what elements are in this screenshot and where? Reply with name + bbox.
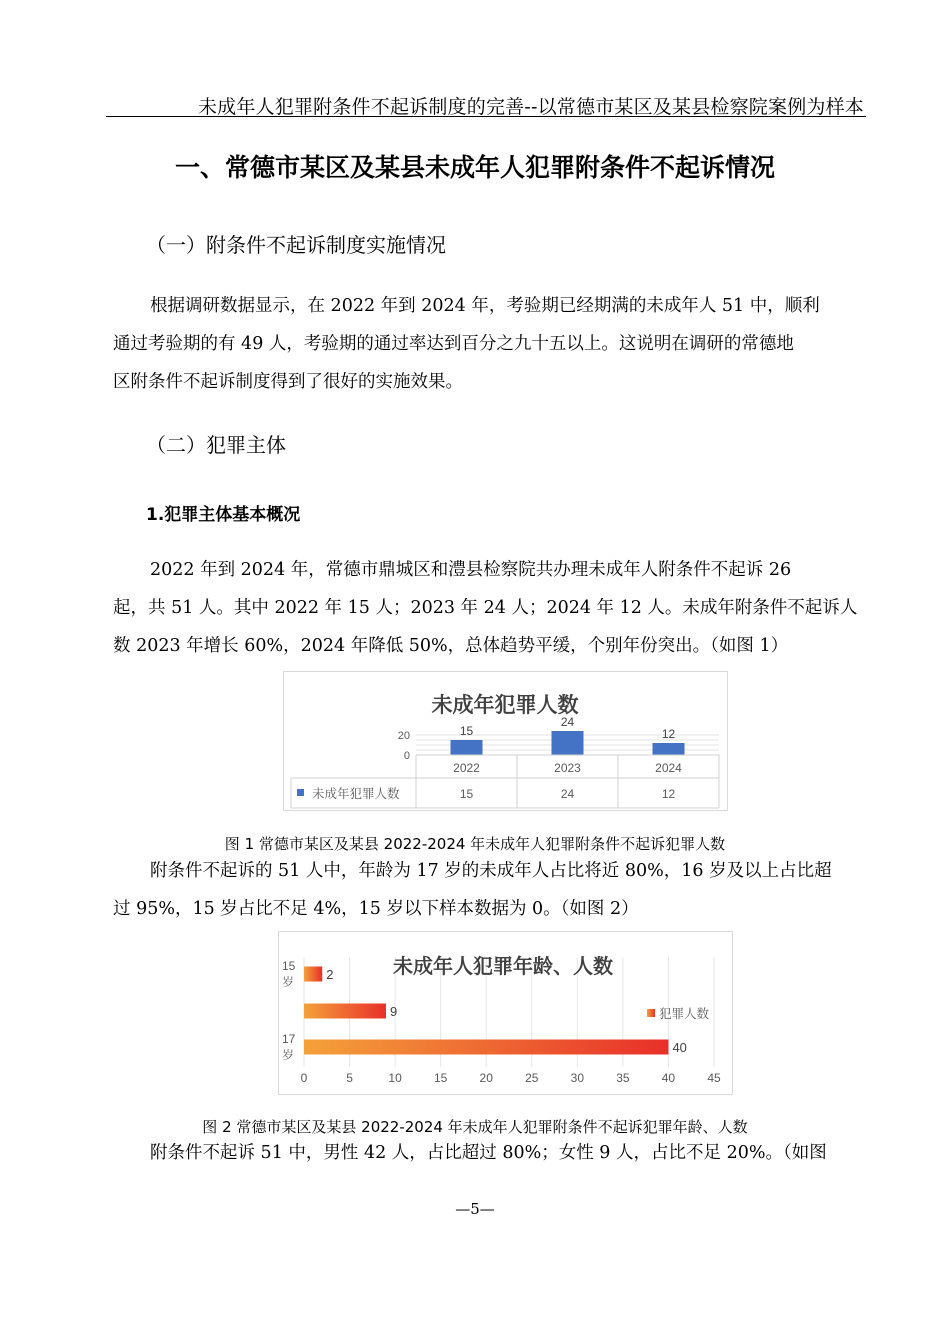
chart-offenders-by-year (283, 671, 728, 811)
data-label: 9 (390, 1004, 398, 1019)
chart-title: 未成年人犯罪年龄、人数 (393, 956, 613, 978)
subsection-title-2: （二）犯罪主体 (146, 433, 286, 457)
figure-caption-2: 图 2 常德市某区及某县 2022-2024 年未成年人犯罪附条件不起诉犯罪年龄、人数 (202, 1118, 748, 1136)
y-tick-label: 17 岁 (282, 1032, 296, 1062)
x-tick-label: 2023 (554, 761, 581, 775)
x-tick-label: 15 (433, 1071, 448, 1085)
x-tick-label: 5 (346, 1071, 353, 1085)
bar (552, 731, 584, 755)
bar (653, 743, 685, 755)
running-header: 未成年人犯罪附条件不起诉制度的完善--以常德市某区及某县检察院案例为样本 (197, 96, 864, 118)
table-value: 24 (560, 787, 575, 801)
paragraph-line: 起，共 51 人。其中 2022 年 15 人；2023 年 24 人；2024 年 12 人。未成年附条件不起诉人 (113, 598, 858, 618)
legend-swatch (297, 789, 304, 796)
legend-label: 未成年犯罪人数 (312, 787, 400, 801)
bar (304, 1040, 668, 1055)
paragraph-line: 通过考验期的有 49 人，考验期的通过率达到百分之九十五以上。这说明在调研的常德地 (113, 334, 794, 354)
data-label: 24 (560, 715, 575, 729)
data-label: 2 (326, 967, 334, 982)
bar (451, 740, 483, 755)
table-value: 15 (459, 787, 474, 801)
y-tick-label: 20 (397, 730, 410, 742)
data-label: 15 (459, 724, 474, 738)
x-tick-label: 20 (479, 1071, 493, 1085)
page-number: —5— (455, 1200, 495, 1218)
data-label: 12 (661, 727, 676, 741)
paragraph-implementation (113, 287, 859, 401)
chart-offenders-by-age (278, 931, 733, 1095)
paragraph-gender (113, 1134, 859, 1172)
item-title: 1.犯罪主体基本概况 (146, 505, 301, 525)
paragraph-line: 过 95%，15 岁占比不足 4%，15 岁以下样本数据为 0。（如图 2） (113, 899, 639, 919)
paragraph-line: 根据调研数据显示，在 2022 年到 2024 年，考验期已经期满的未成年人 51 中，顺利 (150, 296, 820, 316)
paragraph-line: 2022 年到 2024 年，常德市鼎城区和澧县检察院共办理未成年人附条件不起诉 26 (150, 560, 792, 580)
chart-title: 未成年犯罪人数 (431, 694, 579, 717)
data-label: 40 (672, 1040, 687, 1055)
x-tick-label: 2022 (453, 761, 480, 775)
y-tick-label: 0 (403, 750, 410, 762)
x-tick-label: 30 (570, 1071, 585, 1085)
x-tick-label: 0 (300, 1071, 308, 1085)
x-tick-label: 40 (661, 1071, 676, 1085)
x-tick-label: 2024 (655, 761, 682, 775)
paragraph-line: 附条件不起诉的 51 人中，年龄为 17 岁的未成年人占比将近 80%，16 岁及以上占比超 (150, 861, 832, 881)
x-tick-label: 25 (525, 1071, 539, 1085)
paragraph-line: 附条件不起诉 51 中，男性 42 人，占比超过 80%；女性 9 人，占比不足 20%。（如图 (150, 1143, 827, 1163)
header-rule (106, 116, 866, 117)
legend-swatch (647, 1009, 655, 1017)
figure-caption-1: 图 1 常德市某区及某县 2022-2024 年未成年人犯罪附条件不起诉犯罪人数 (224, 835, 726, 853)
x-tick-label: 10 (388, 1071, 402, 1085)
table-value: 12 (661, 787, 676, 801)
legend-label: 犯罪人数 (659, 1007, 710, 1021)
section-title: 一、常德市某区及某县未成年人犯罪附条件不起诉情况 (174, 153, 775, 182)
x-tick-label: 35 (616, 1071, 630, 1085)
x-tick-label: 45 (707, 1071, 721, 1085)
paragraph-line: 数 2023 年增长 60%，2024 年降低 50%，总体趋势平缓，个别年份突出。（如图 1） (113, 636, 789, 656)
paragraph-line: 区附条件不起诉制度得到了很好的实施效果。 (113, 372, 463, 392)
y-tick-label: 15 岁 (282, 959, 296, 989)
subsection-title-1: （一）附条件不起诉制度实施情况 (146, 233, 446, 257)
paragraph-overview (113, 551, 859, 665)
bar (304, 1004, 386, 1019)
paragraph-age (113, 852, 859, 928)
bar (304, 967, 322, 982)
